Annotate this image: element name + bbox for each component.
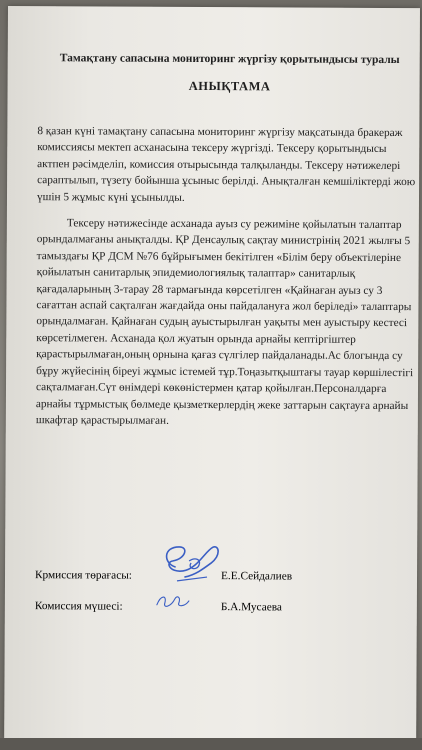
table-edge [0,738,422,750]
document-body [36,50,422,440]
signature-role: Крмиссия төрағасы: [34,569,133,582]
signature-name: Б.А.Мусаева [220,601,282,614]
paragraph-intro: 8 қазан күні тамақтану сапасына мониторинг жүргізу мақсатында бракераж комиссиясы мектеп асханасына тексеру жүргізді. Тексеру қорытындысы актпен рәсімделіп, комиссия отырысында талқыланды. Тексеру нәтижелері сараптылып, түзету бойынша ұсыныс берілді. Анықталған кемшіліктерді жою үшін 5 жұмыс күні ұсынылды. [36,125,416,204]
paragraph-findings: Тексеру нәтижесінде асханада ауыз су режиміне қойылатын талаптар орындалмағаны анықталды. ҚР Денсаулық сақтау министрінің 2021 жылғы 5 тамыздағы ҚР ДСМ №76 бұйрығымен бекітілген «Білім беру объектілеріне қойылатын санитарлық эпидемиологиялық талаптар» санитарлық қағадаларының 3-тарау 28 тармағында көрсетілген «Қайнаған ауыз су 3 сағаттан аспай сақталған жағдайда оны пайдалануға жол беріледі» талаптары орындалмаған. Қайнаған судың ауыстырылған уақыты мен ауыстыру кестесі көрсетілмеген. Асханада қол жуатын орында арнайы кептіргіштер қарастырылмаған,оның орнына қағаз сүлгілер пайдаланады.Ас блогында су бұру жүйесінің біреуі жұмыс істемей тұр.Тоңазытқыштағы тауар көршілестігі сақталмаған.Сүт өнімдері көкөністермен қатар қойылған.Персоналдарға арнайы тұрмыстық бөлмеде қызметкерлердің жеке заттарын сақтауға арнайы шкафтар қарастырылмаған. [35,217,414,427]
signature-role: Комиссия мүшесі: [34,600,123,613]
signature-row-chairman [34,567,419,583]
document-page [4,6,420,740]
document-heading: АНЫҚТАМА [188,78,271,94]
chairman-signature [155,537,225,587]
member-signature [153,589,193,613]
document-title: Тамақтану сапасына мониторинг жүргізу қорытындысы туралы [59,52,400,67]
signature-name: Е.Е.Сейдалиев [220,570,293,583]
signature-row-member [34,598,419,614]
